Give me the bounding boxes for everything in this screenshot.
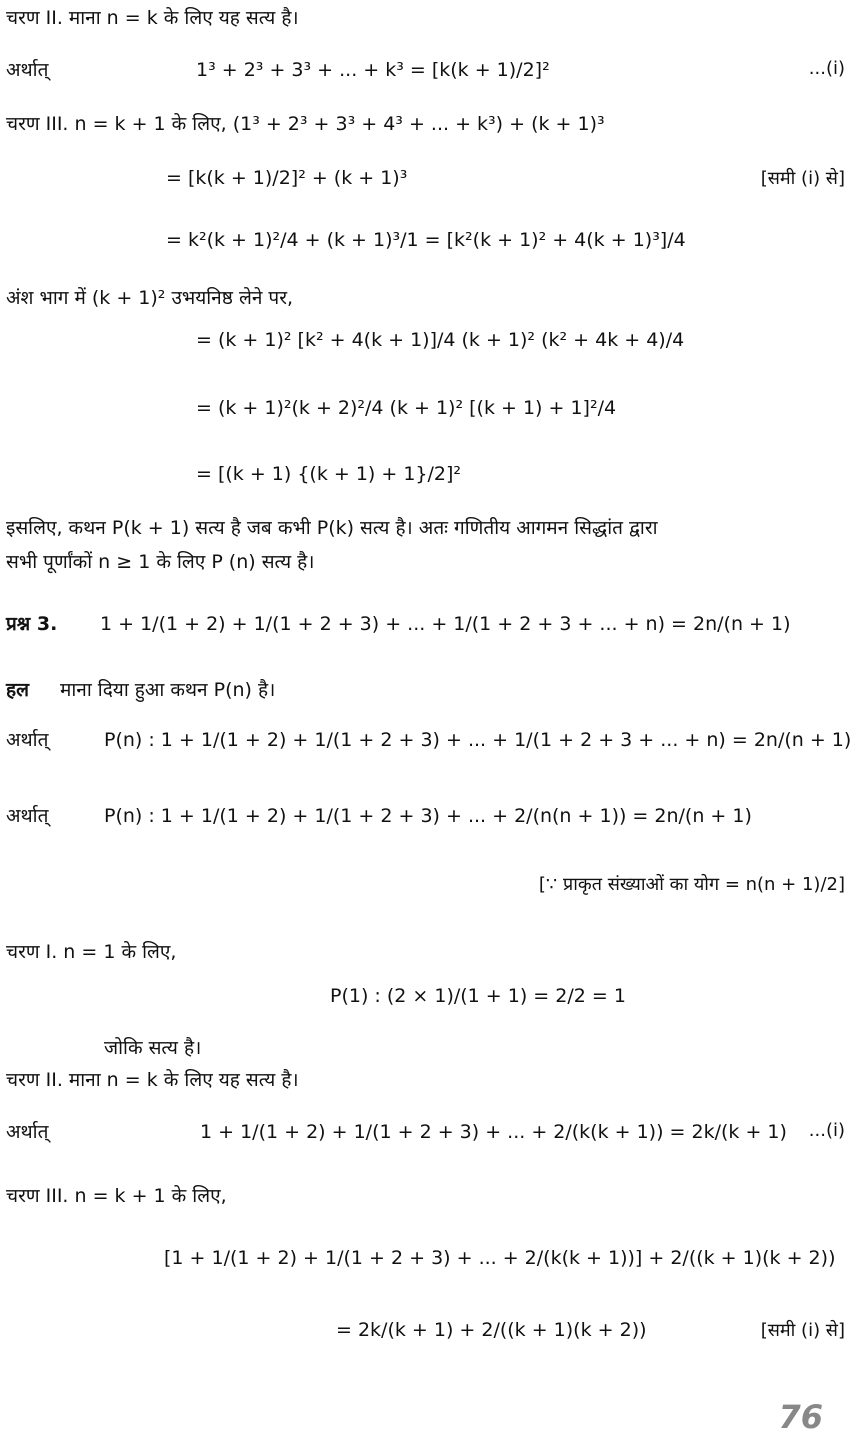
equation: = 2k/(k + 1) + 2/((k + 1)(k + 2)) — [336, 1319, 647, 1341]
step3-heading: चरण III. n = k + 1 के लिए, (1³ + 2³ + 3³ + 4³ + ... + k³) + (k + 1)³ — [6, 113, 605, 135]
conclusion-line: सभी पूर्णांकों n ≥ 1 के लिए P (n) सत्य है। — [6, 551, 315, 573]
solution-label: हल — [6, 679, 29, 701]
text-line: माना दिया हुआ कथन P(n) है। — [60, 679, 276, 701]
question-equation: 1 + 1/(1 + 2) + 1/(1 + 2 + 3) + ... + 1/(1 + 2 + 3 + ... + n) = 2n/(n + 1) — [100, 613, 791, 635]
conclusion-line: इसलिए, कथन P(k + 1) सत्य है जब कभी P(k) सत्य है। अतः गणितीय आगमन सिद्धांत द्वारा — [6, 517, 658, 539]
equation: = (k + 1)²(k + 2)²/4 (k + 1)² [(k + 1) + 1]²/4 — [196, 397, 617, 419]
step2-heading: चरण II. माना n = k के लिए यह सत्य है। — [6, 7, 299, 29]
equation: = [(k + 1) {(k + 1) + 1}/2]² — [196, 463, 462, 485]
text-line: जोकि सत्य है। — [104, 1037, 202, 1059]
page-number: 76 — [778, 1398, 823, 1436]
equation: = [k(k + 1)/2]² + (k + 1)³ — [166, 167, 408, 189]
equation-number: ...(i) — [808, 58, 845, 79]
note-bracket: [∵ प्राकृत संख्याओं का योग = n(n + 1)/2] — [538, 874, 845, 895]
equation: [1 + 1/(1 + 2) + 1/(1 + 2 + 3) + ... + 2/(k(k + 1))] + 2/((k + 1)(k + 2)) — [164, 1247, 836, 1269]
equation: = k²(k + 1)²/4 + (k + 1)³/1 = [k²(k + 1)² + 4(k + 1)³]/4 — [166, 229, 686, 251]
arthat-label: अर्थात् — [6, 59, 49, 81]
equation: P(n) : 1 + 1/(1 + 2) + 1/(1 + 2 + 3) + ... + 2/(n(n + 1)) = 2n/(n + 1) — [104, 805, 752, 827]
question-label: प्रश्न 3. — [6, 613, 58, 635]
equation-reference: [समी (i) से] — [760, 1320, 845, 1341]
equation: 1³ + 2³ + 3³ + ... + k³ = [k(k + 1)/2]² — [196, 59, 550, 81]
equation: 1 + 1/(1 + 2) + 1/(1 + 2 + 3) + ... + 2/(k(k + 1)) = 2k/(k + 1) — [200, 1121, 787, 1143]
equation-number: ...(i) — [808, 1120, 845, 1141]
equation: P(1) : (2 × 1)/(1 + 1) = 2/2 = 1 — [330, 985, 626, 1007]
arthat-label: अर्थात् — [6, 729, 49, 751]
arthat-label: अर्थात् — [6, 805, 49, 827]
text-line: अंश भाग में (k + 1)² उभयनिष्ठ लेने पर, — [6, 287, 294, 309]
step1-heading: चरण I. n = 1 के लिए, — [6, 941, 177, 963]
step2-heading: चरण II. माना n = k के लिए यह सत्य है। — [6, 1069, 299, 1091]
equation: P(n) : 1 + 1/(1 + 2) + 1/(1 + 2 + 3) + ... + 1/(1 + 2 + 3 + ... + n) = 2n/(n + 1) — [104, 729, 851, 751]
equation-reference: [समी (i) से] — [760, 168, 845, 189]
arthat-label: अर्थात् — [6, 1121, 49, 1143]
step3-heading: चरण III. n = k + 1 के लिए, — [6, 1185, 227, 1207]
equation: = (k + 1)² [k² + 4(k + 1)]/4 (k + 1)² (k² + 4k + 4)/4 — [196, 329, 685, 351]
